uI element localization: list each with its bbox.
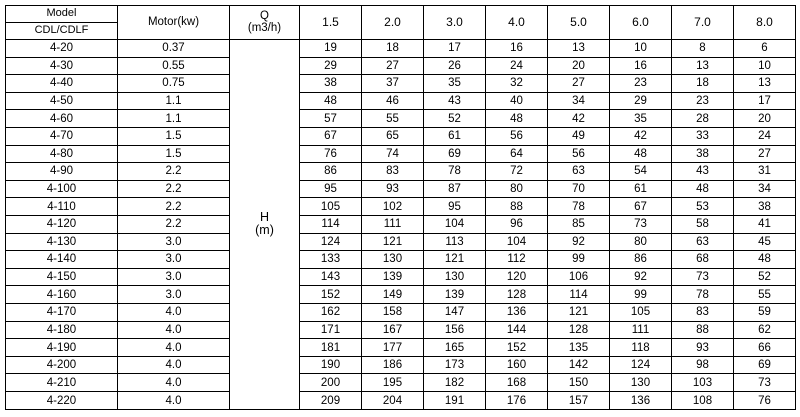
- header-flow-column: 2.0: [362, 6, 424, 40]
- cell-head-value: 157: [548, 392, 610, 410]
- cell-head-value: 167: [362, 321, 424, 339]
- cell-head-value: 38: [672, 145, 734, 163]
- table-row: [6, 180, 796, 198]
- cell-head-value: 10: [610, 39, 672, 57]
- cell-head-value: 34: [734, 180, 796, 198]
- cell-model: 4-210: [6, 374, 118, 392]
- cell-head-value: 28: [672, 110, 734, 128]
- cell-head-value: 69: [734, 356, 796, 374]
- cell-head-value: 67: [300, 127, 362, 145]
- cell-head-value: 124: [300, 233, 362, 251]
- cell-model: 4-40: [6, 75, 118, 93]
- cell-head-value: 43: [672, 163, 734, 181]
- cell-head-value: 176: [486, 392, 548, 410]
- cell-head-value: 48: [300, 92, 362, 110]
- cell-head-value: 104: [424, 215, 486, 233]
- header-flow-rate-unit: (m3/h): [247, 22, 282, 35]
- cell-head-value: 160: [486, 356, 548, 374]
- cell-head-value: 190: [300, 356, 362, 374]
- cell-head-value: 121: [424, 251, 486, 269]
- cell-head-value: 78: [672, 286, 734, 304]
- cell-head-value: 209: [300, 392, 362, 410]
- cell-head-value: 121: [548, 304, 610, 322]
- cell-head-value: 48: [734, 251, 796, 269]
- cell-head-value: 52: [424, 110, 486, 128]
- cell-head-value: 171: [300, 321, 362, 339]
- cell-motor-power: 3.0: [118, 286, 230, 304]
- cell-model: 4-170: [6, 304, 118, 322]
- cell-head-value: 133: [300, 251, 362, 269]
- cell-head-value: 76: [300, 145, 362, 163]
- cell-head-value: 83: [672, 304, 734, 322]
- cell-model: 4-140: [6, 251, 118, 269]
- cell-model: 4-90: [6, 163, 118, 181]
- cell-head-value: 80: [610, 233, 672, 251]
- cell-motor-power: 1.1: [118, 110, 230, 128]
- cell-motor-power: 1.5: [118, 127, 230, 145]
- cell-head-value: 58: [672, 215, 734, 233]
- cell-model: 4-80: [6, 145, 118, 163]
- cell-head-value: 86: [610, 251, 672, 269]
- cell-model: 4-150: [6, 268, 118, 286]
- cell-motor-power: 4.0: [118, 356, 230, 374]
- cell-model: 4-180: [6, 321, 118, 339]
- cell-head-value: 61: [610, 180, 672, 198]
- cell-head-value: 195: [362, 374, 424, 392]
- cell-head-value: 57: [300, 110, 362, 128]
- cell-head-value: 104: [486, 233, 548, 251]
- cell-head-value: 41: [734, 215, 796, 233]
- cell-head-value: 63: [672, 233, 734, 251]
- table-row: [6, 215, 796, 233]
- cell-head-value: 95: [300, 180, 362, 198]
- cell-head-value: 78: [424, 163, 486, 181]
- cell-head-value: 130: [424, 268, 486, 286]
- table-row: [6, 39, 796, 57]
- cell-head-value: 128: [486, 286, 548, 304]
- cell-model: 4-20: [6, 39, 118, 57]
- cell-head-value: 66: [734, 339, 796, 357]
- cell-head-value: 152: [300, 286, 362, 304]
- cell-motor-power: 4.0: [118, 304, 230, 322]
- cell-head-value: 118: [610, 339, 672, 357]
- header-flow-column: 5.0: [548, 6, 610, 40]
- cell-head-value: 92: [548, 233, 610, 251]
- cell-head-value: 99: [610, 286, 672, 304]
- table-row: [6, 251, 796, 269]
- cell-head-value: 18: [672, 75, 734, 93]
- head-unit: (m): [255, 223, 274, 238]
- cell-head-value: 17: [424, 39, 486, 57]
- table-row: [6, 92, 796, 110]
- cell-head-value: 165: [424, 339, 486, 357]
- cell-head-value: 80: [486, 180, 548, 198]
- header-model-bottom: CDL/CDLF: [34, 24, 89, 37]
- cell-motor-power: 2.2: [118, 198, 230, 216]
- cell-head-value: 64: [486, 145, 548, 163]
- cell-head-value: 68: [672, 251, 734, 269]
- table-row: [6, 374, 796, 392]
- cell-head-value: 29: [610, 92, 672, 110]
- cell-model: 4-190: [6, 339, 118, 357]
- cell-head-value: 49: [548, 127, 610, 145]
- cell-head-value: 62: [734, 321, 796, 339]
- cell-model: 4-50: [6, 92, 118, 110]
- cell-head-value: 16: [486, 39, 548, 57]
- header-flow-column: 3.0: [424, 6, 486, 40]
- header-flow-column: 1.5: [300, 6, 362, 40]
- table-row: [6, 110, 796, 128]
- cell-head-value: 124: [610, 356, 672, 374]
- cell-head-value: 114: [300, 215, 362, 233]
- cell-head-value: 128: [548, 321, 610, 339]
- cell-model: 4-110: [6, 198, 118, 216]
- cell-head-value: 65: [362, 127, 424, 145]
- cell-head-value: 31: [734, 163, 796, 181]
- cell-model: 4-200: [6, 356, 118, 374]
- head-symbol: H: [259, 210, 270, 225]
- cell-head-value: 32: [486, 75, 548, 93]
- cell-head-value: 59: [734, 304, 796, 322]
- cell-head-value: 73: [672, 268, 734, 286]
- table-row: [6, 127, 796, 145]
- cell-head-value: 8: [672, 39, 734, 57]
- cell-head-value: 105: [610, 304, 672, 322]
- cell-head-label: [230, 39, 300, 409]
- cell-motor-power: 1.1: [118, 92, 230, 110]
- cell-head-value: 121: [362, 233, 424, 251]
- cell-head-value: 87: [424, 180, 486, 198]
- cell-motor-power: 3.0: [118, 233, 230, 251]
- cell-head-value: 105: [300, 198, 362, 216]
- table-row: [6, 163, 796, 181]
- header-flow-column: 8.0: [734, 6, 796, 40]
- cell-model: 4-160: [6, 286, 118, 304]
- cell-head-value: 38: [734, 198, 796, 216]
- cell-head-value: 63: [548, 163, 610, 181]
- cell-head-value: 99: [548, 251, 610, 269]
- table-row: [6, 304, 796, 322]
- cell-head-value: 46: [362, 92, 424, 110]
- cell-head-value: 10: [734, 57, 796, 75]
- cell-head-value: 56: [548, 145, 610, 163]
- cell-head-value: 73: [734, 374, 796, 392]
- cell-model: 4-100: [6, 180, 118, 198]
- cell-head-value: 67: [610, 198, 672, 216]
- cell-head-value: 6: [734, 39, 796, 57]
- cell-head-value: 191: [424, 392, 486, 410]
- cell-head-value: 23: [672, 92, 734, 110]
- table-row: [6, 356, 796, 374]
- cell-head-value: 85: [548, 215, 610, 233]
- cell-head-value: 42: [610, 127, 672, 145]
- cell-head-value: 168: [486, 374, 548, 392]
- cell-head-value: 142: [548, 356, 610, 374]
- cell-head-value: 13: [672, 57, 734, 75]
- cell-head-value: 33: [672, 127, 734, 145]
- header-model-top: Model: [6, 6, 117, 23]
- table-row: [6, 392, 796, 410]
- cell-head-value: 130: [362, 251, 424, 269]
- cell-head-value: 35: [610, 110, 672, 128]
- table-row: [6, 286, 796, 304]
- cell-head-value: 72: [486, 163, 548, 181]
- cell-head-value: 143: [300, 268, 362, 286]
- cell-motor-power: 0.37: [118, 39, 230, 57]
- table-row: [6, 57, 796, 75]
- cell-head-value: 173: [424, 356, 486, 374]
- table-row: [6, 268, 796, 286]
- cell-head-value: 106: [548, 268, 610, 286]
- cell-head-value: 96: [486, 215, 548, 233]
- cell-head-value: 114: [548, 286, 610, 304]
- cell-head-value: 74: [362, 145, 424, 163]
- cell-motor-power: 2.2: [118, 215, 230, 233]
- header-model: [6, 6, 118, 40]
- cell-head-value: 150: [548, 374, 610, 392]
- cell-head-value: 86: [300, 163, 362, 181]
- cell-head-value: 56: [486, 127, 548, 145]
- cell-head-value: 181: [300, 339, 362, 357]
- cell-head-value: 61: [424, 127, 486, 145]
- cell-head-value: 200: [300, 374, 362, 392]
- header-flow-column: 7.0: [672, 6, 734, 40]
- cell-head-value: 149: [362, 286, 424, 304]
- cell-motor-power: 3.0: [118, 251, 230, 269]
- cell-head-value: 136: [610, 392, 672, 410]
- cell-head-value: 93: [362, 180, 424, 198]
- cell-head-value: 78: [548, 198, 610, 216]
- cell-head-value: 177: [362, 339, 424, 357]
- cell-head-value: 27: [362, 57, 424, 75]
- cell-head-value: 69: [424, 145, 486, 163]
- table-row: [6, 321, 796, 339]
- cell-head-value: 23: [610, 75, 672, 93]
- cell-head-value: 55: [734, 286, 796, 304]
- cell-head-value: 144: [486, 321, 548, 339]
- cell-head-value: 24: [486, 57, 548, 75]
- cell-head-value: 48: [486, 110, 548, 128]
- cell-head-value: 102: [362, 198, 424, 216]
- cell-head-value: 52: [734, 268, 796, 286]
- cell-head-value: 19: [300, 39, 362, 57]
- cell-head-value: 88: [672, 321, 734, 339]
- cell-model: 4-60: [6, 110, 118, 128]
- header-motor: Motor(kw): [118, 6, 230, 40]
- cell-head-value: 139: [424, 286, 486, 304]
- cell-motor-power: 0.75: [118, 75, 230, 93]
- cell-head-value: 38: [300, 75, 362, 93]
- cell-head-value: 70: [548, 180, 610, 198]
- cell-head-value: 152: [486, 339, 548, 357]
- cell-model: 4-30: [6, 57, 118, 75]
- cell-head-value: 158: [362, 304, 424, 322]
- cell-head-value: 108: [672, 392, 734, 410]
- cell-head-value: 103: [672, 374, 734, 392]
- cell-head-value: 111: [362, 215, 424, 233]
- cell-head-value: 156: [424, 321, 486, 339]
- cell-head-value: 182: [424, 374, 486, 392]
- cell-head-value: 42: [548, 110, 610, 128]
- cell-head-value: 16: [610, 57, 672, 75]
- cell-head-value: 35: [424, 75, 486, 93]
- cell-motor-power: 0.55: [118, 57, 230, 75]
- header-flow-rate: [230, 6, 300, 40]
- cell-head-value: 20: [548, 57, 610, 75]
- cell-head-value: 83: [362, 163, 424, 181]
- cell-motor-power: 4.0: [118, 374, 230, 392]
- header-flow-column: 6.0: [610, 6, 672, 40]
- cell-model: 4-70: [6, 127, 118, 145]
- cell-head-value: 139: [362, 268, 424, 286]
- table-row: [6, 198, 796, 216]
- cell-head-value: 54: [610, 163, 672, 181]
- cell-head-value: 27: [548, 75, 610, 93]
- table-row: [6, 339, 796, 357]
- cell-motor-power: 2.2: [118, 163, 230, 181]
- cell-head-value: 48: [672, 180, 734, 198]
- cell-head-value: 130: [610, 374, 672, 392]
- table-row: [6, 145, 796, 163]
- cell-model: 4-130: [6, 233, 118, 251]
- cell-head-value: 17: [734, 92, 796, 110]
- table-row: [6, 233, 796, 251]
- cell-head-value: 20: [734, 110, 796, 128]
- cell-head-value: 120: [486, 268, 548, 286]
- cell-head-value: 92: [610, 268, 672, 286]
- cell-motor-power: 4.0: [118, 321, 230, 339]
- cell-head-value: 98: [672, 356, 734, 374]
- cell-head-value: 136: [486, 304, 548, 322]
- cell-head-value: 37: [362, 75, 424, 93]
- cell-head-value: 112: [486, 251, 548, 269]
- cell-head-value: 43: [424, 92, 486, 110]
- cell-head-value: 113: [424, 233, 486, 251]
- cell-head-value: 24: [734, 127, 796, 145]
- cell-head-value: 27: [734, 145, 796, 163]
- cell-motor-power: 4.0: [118, 339, 230, 357]
- cell-head-value: 162: [300, 304, 362, 322]
- cell-model: 4-120: [6, 215, 118, 233]
- cell-head-value: 147: [424, 304, 486, 322]
- cell-head-value: 53: [672, 198, 734, 216]
- cell-motor-power: 1.5: [118, 145, 230, 163]
- cell-model: 4-220: [6, 392, 118, 410]
- table-row: [6, 75, 796, 93]
- cell-head-value: 73: [610, 215, 672, 233]
- cell-motor-power: 4.0: [118, 392, 230, 410]
- cell-head-value: 135: [548, 339, 610, 357]
- cell-head-value: 13: [548, 39, 610, 57]
- pump-performance-table: [5, 5, 796, 410]
- cell-motor-power: 3.0: [118, 268, 230, 286]
- cell-head-value: 13: [734, 75, 796, 93]
- cell-head-value: 48: [610, 145, 672, 163]
- header-flow-column: 4.0: [486, 6, 548, 40]
- cell-head-value: 204: [362, 392, 424, 410]
- cell-head-value: 186: [362, 356, 424, 374]
- table-header-row: [6, 6, 796, 40]
- cell-head-value: 45: [734, 233, 796, 251]
- header-flow-rate-symbol: Q: [260, 10, 269, 23]
- cell-head-value: 76: [734, 392, 796, 410]
- cell-motor-power: 2.2: [118, 180, 230, 198]
- cell-head-value: 88: [486, 198, 548, 216]
- cell-head-value: 29: [300, 57, 362, 75]
- cell-head-value: 26: [424, 57, 486, 75]
- cell-head-value: 55: [362, 110, 424, 128]
- cell-head-value: 111: [610, 321, 672, 339]
- cell-head-value: 18: [362, 39, 424, 57]
- cell-head-value: 95: [424, 198, 486, 216]
- cell-head-value: 34: [548, 92, 610, 110]
- cell-head-value: 40: [486, 92, 548, 110]
- cell-head-value: 93: [672, 339, 734, 357]
